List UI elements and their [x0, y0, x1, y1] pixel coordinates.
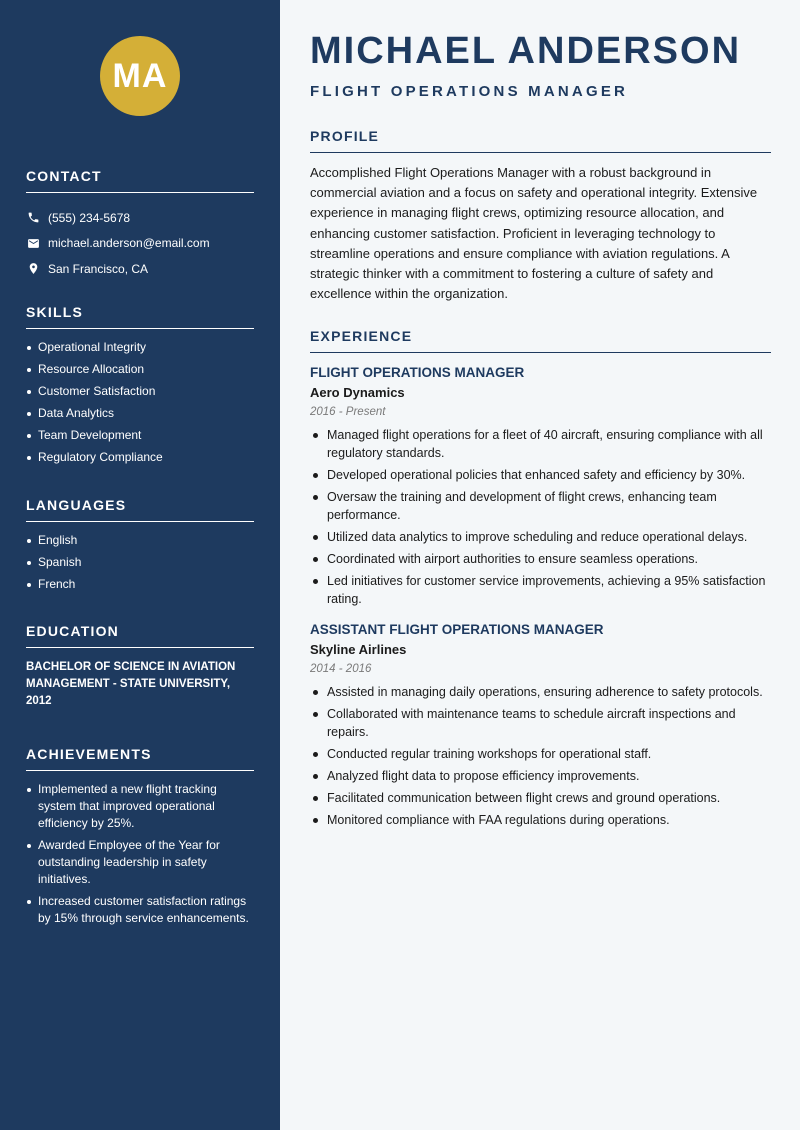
profile-section: [310, 128, 771, 304]
skill-item: Resource Allocation: [26, 361, 254, 378]
job-entry-title: FLIGHT OPERATIONS MANAGER: [310, 365, 525, 380]
job-dates: 2014 - 2016: [310, 663, 372, 675]
profile-heading: PROFILE: [310, 128, 771, 153]
location-pin-icon: [26, 262, 40, 276]
contact-heading: CONTACT: [26, 168, 254, 193]
skill-item: Regulatory Compliance: [26, 449, 254, 466]
email-icon: [26, 236, 40, 250]
skills-section: [26, 304, 254, 471]
language-item: French: [26, 576, 254, 593]
languages-list: [26, 532, 254, 593]
job-entry: [310, 622, 771, 829]
job-bullet: Led initiatives for customer service improvements, achieving a 95% satisfaction rating.: [310, 572, 771, 608]
education-section: [26, 623, 254, 710]
job-bullets: [310, 426, 771, 608]
skill-item: Customer Satisfaction: [26, 383, 254, 400]
experience-heading: EXPERIENCE: [310, 328, 771, 353]
sidebar: [0, 0, 280, 1130]
job-bullet: Oversaw the training and development of flight crews, enhancing team performance.: [310, 488, 771, 524]
education-degree: BACHELOR OF SCIENCE IN AVIATION MANAGEMENT - STATE UNIVERSITY, 2012: [26, 661, 236, 707]
job-bullets: [310, 683, 771, 829]
achievements-section: [26, 746, 254, 932]
skill-item: Operational Integrity: [26, 339, 254, 356]
candidate-name: MICHAEL ANDERSON: [310, 30, 742, 72]
achievements-list: [26, 781, 254, 927]
education-heading: EDUCATION: [26, 623, 254, 648]
contact-email: [26, 231, 254, 257]
location-text: San Francisco, CA: [48, 261, 149, 276]
job-dates: 2016 - Present: [310, 406, 386, 418]
job-bullet: Coordinated with airport authorities to ensure seamless operations.: [310, 550, 771, 568]
contact-section: [26, 168, 254, 282]
job-bullet: Analyzed flight data to propose efficiency improvements.: [310, 767, 771, 785]
achievement-item: Increased customer satisfaction ratings by 15% through service enhancements.: [26, 893, 254, 927]
avatar: [100, 36, 180, 116]
achievement-item: Awarded Employee of the Year for outstanding leadership in safety initiatives.: [26, 837, 254, 888]
skill-item: Team Development: [26, 427, 254, 444]
job-entry: [310, 365, 771, 608]
job-bullet: Conducted regular training workshops for operational staff.: [310, 745, 771, 763]
achievements-heading: ACHIEVEMENTS: [26, 746, 254, 771]
job-bullet: Assisted in managing daily operations, ensuring adherence to safety protocols.: [310, 683, 771, 701]
company-name: Aero Dynamics: [310, 385, 405, 400]
skill-item: Data Analytics: [26, 405, 254, 422]
contact-location: [26, 256, 254, 282]
contact-list: [26, 205, 254, 282]
job-bullet: Managed flight operations for a fleet of 40 aircraft, ensuring compliance with all regulatory standards.: [310, 426, 771, 462]
skills-list: [26, 339, 254, 466]
profile-text: Accomplished Flight Operations Manager with a robust background in commercial aviation and a focus on safety and operational integrity. Extensive experience in managing flight crews, optimizing resource allocation, and enhancing customer satisfaction. Proficient in leveraging technology to streamline operations and ensure compliance with aviation regulations. A strategic thinker with a commitment to fostering a culture of safety and excellence within the organization.: [310, 165, 758, 302]
company-name: Skyline Airlines: [310, 642, 407, 657]
job-bullet: Collaborated with maintenance teams to schedule aircraft inspections and repairs.: [310, 705, 771, 741]
language-item: Spanish: [26, 554, 254, 571]
contact-phone: [26, 205, 254, 231]
experience-section: [310, 328, 771, 833]
languages-section: [26, 497, 254, 598]
skills-heading: SKILLS: [26, 304, 254, 329]
phone-icon: [26, 211, 40, 225]
main-content: [280, 0, 800, 1130]
job-bullet: Utilized data analytics to improve scheduling and reduce operational delays.: [310, 528, 771, 546]
phone-text[interactable]: (555) 234-5678: [48, 210, 131, 225]
job-entry-title: ASSISTANT FLIGHT OPERATIONS MANAGER: [310, 622, 604, 637]
job-bullet: Monitored compliance with FAA regulations during operations.: [310, 811, 771, 829]
job-title: FLIGHT OPERATIONS MANAGER: [310, 83, 629, 100]
avatar-initials: MA: [112, 56, 168, 95]
email-text[interactable]: michael.anderson@email.com: [48, 236, 210, 251]
job-bullet: Facilitated communication between flight crews and ground operations.: [310, 789, 771, 807]
languages-heading: LANGUAGES: [26, 497, 254, 522]
achievement-item: Implemented a new flight tracking system that improved operational efficiency by 25%.: [26, 781, 254, 832]
job-bullet: Developed operational policies that enhanced safety and efficiency by 30%.: [310, 466, 771, 484]
language-item: English: [26, 532, 254, 549]
